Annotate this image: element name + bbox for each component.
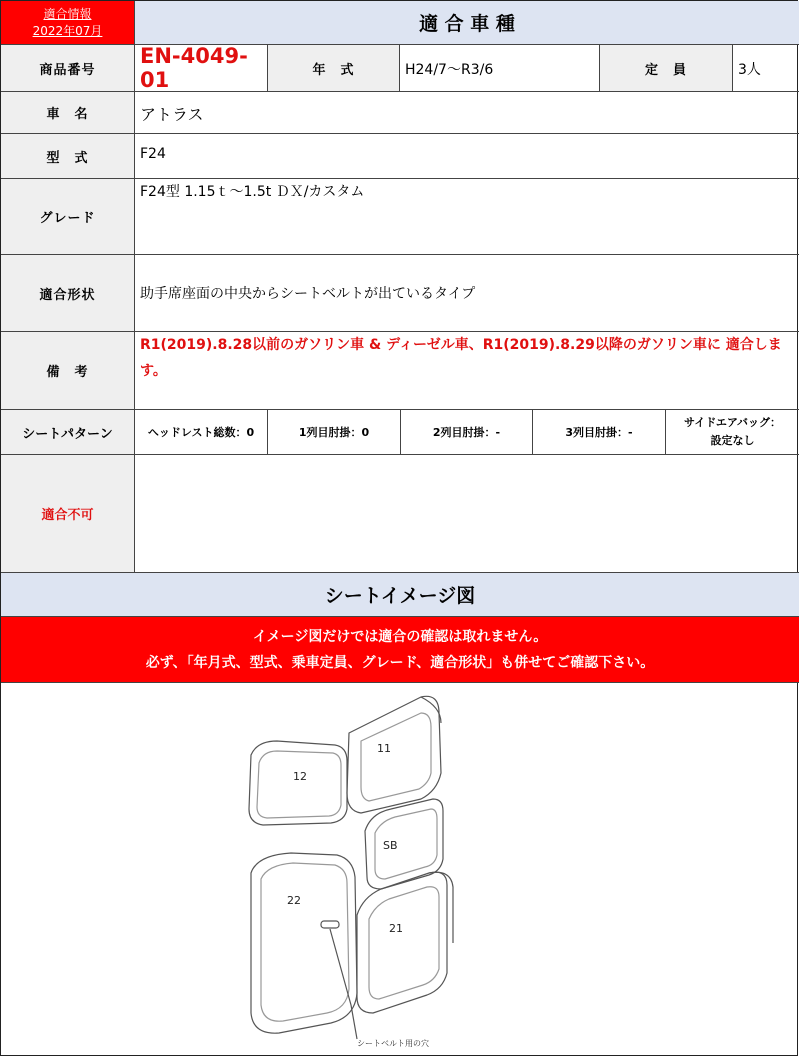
product-number-label: 商品番号	[1, 45, 135, 92]
incompatible-label: 適合不可	[1, 455, 135, 573]
remarks-label: 備 考	[1, 332, 135, 410]
capacity-label: 定 員	[600, 45, 733, 92]
seat-image-title: シートイメージ図	[1, 573, 799, 617]
badge-date: 2022年07月	[32, 23, 103, 38]
vehicle-name-value: アトラス	[135, 92, 799, 134]
shape-value: 助手席座面の中央からシートベルトが出ているタイプ	[135, 255, 799, 332]
info-badge	[1, 1, 135, 45]
shape-row	[1, 255, 799, 332]
side-airbag-value: 設定なし	[710, 434, 755, 447]
seat-22-label: 22	[287, 894, 301, 907]
seat-diagram	[1, 683, 797, 1055]
header-row	[1, 1, 799, 45]
vehicle-name-row	[1, 92, 799, 134]
remarks-line-1: R1(2019).8.28以前のガソリン車 & ディーゼル車、R1(2019).8.29以降のガソリン車に	[140, 337, 721, 353]
grade-value	[135, 179, 799, 255]
incompatible-row	[1, 455, 799, 573]
model-row	[1, 134, 799, 179]
seatbelt-hole-label: シートベルト用の穴	[357, 1039, 429, 1048]
grade-label: グレード	[1, 179, 135, 255]
warning-banner	[1, 617, 799, 683]
grade-line-2: ＤＸ/カスタム	[275, 184, 365, 200]
seat-21-label: 21	[389, 922, 403, 935]
headrest-count: ヘッドレスト総数：0	[135, 410, 268, 455]
row2-armrest: 2列目肘掛：-	[401, 410, 533, 455]
grade-row	[1, 179, 799, 255]
side-airbag-label: サイドエアバッグ：	[684, 416, 781, 429]
model-label: 型 式	[1, 134, 135, 179]
seat-11-label: 11	[377, 742, 391, 755]
row1-armrest: 1列目肘掛：0	[268, 410, 401, 455]
seat-12-shape	[249, 741, 347, 825]
model-value: F24	[135, 134, 799, 179]
incompatible-value	[135, 455, 799, 573]
warning-line-1: イメージ図だけでは適合の確認は取れません。	[252, 628, 548, 645]
row3-armrest: 3列目肘掛：-	[533, 410, 666, 455]
seat-pattern-row	[1, 410, 799, 455]
page-title: 適 合 車 種	[135, 1, 799, 45]
year-value: H24/7〜R3/6	[400, 45, 600, 92]
remarks-value	[135, 332, 799, 410]
badge-title: 適合情報	[43, 6, 92, 21]
shape-label: 適合形状	[1, 255, 135, 332]
seat-12-label: 12	[293, 770, 307, 783]
product-row	[1, 45, 799, 92]
warning-line-2: 必ず、「年月式、型式、乗車定員、グレード、適合形状」も併せてご確認下さい。	[145, 654, 655, 671]
capacity-value: 3人	[733, 45, 799, 92]
seat-diagram-svg	[1, 683, 797, 1055]
side-airbag	[666, 410, 799, 455]
seatbelt-hole	[321, 921, 339, 928]
year-label: 年 式	[268, 45, 400, 92]
grade-line-1: F24型 1.15ｔ〜1.5t	[140, 184, 272, 200]
product-number-value: EN-4049-01	[135, 45, 268, 92]
seat-sb-label: SB	[383, 839, 398, 852]
seat-pattern-label: シートパターン	[1, 410, 135, 455]
vehicle-name-label: 車 名	[1, 92, 135, 134]
remarks-row	[1, 332, 799, 410]
remarks-line-2: 適合します。	[140, 337, 782, 379]
